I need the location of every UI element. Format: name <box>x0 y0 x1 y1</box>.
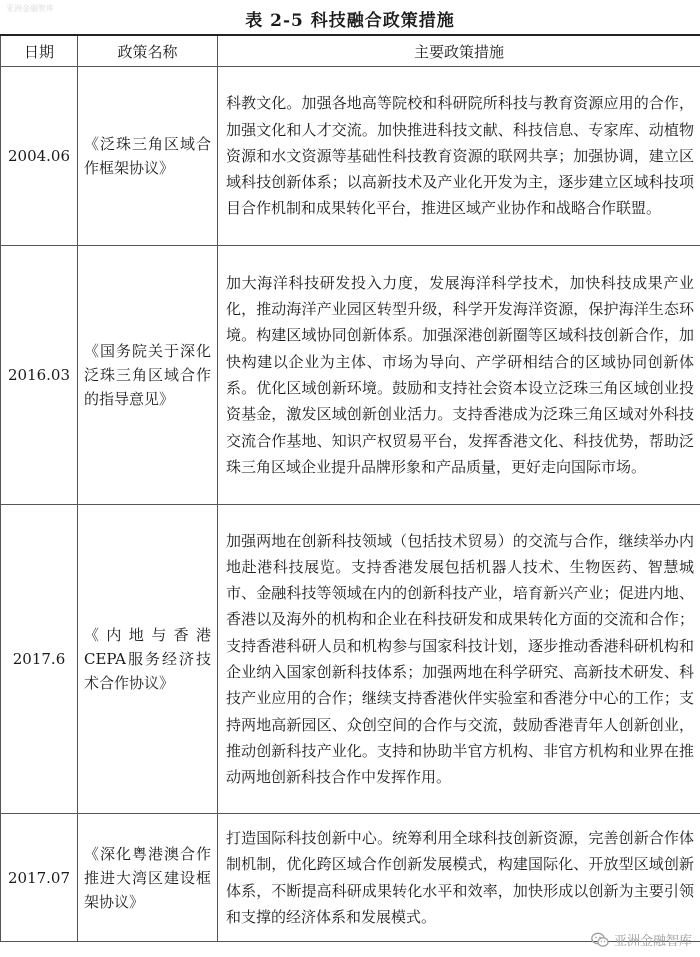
table-row <box>1 67 700 246</box>
row-date: 2017.07 <box>1 814 78 942</box>
row-policy-name: 《内地与香港CEPA服务经济技术合作协议》 <box>78 505 218 814</box>
row-measures: 加大海洋科技研发投入力度，发展海洋科学技术，加快科技成果产业化，推动海洋产业园区转型升级，科学开发海洋资源，保护海洋生态环境。构建区域协同创新体系。加强深港创新圈等区域科技创新合作，加快构建以企业为主体、市场为导向、产学研相结合的区域协同创新体系。优化区域创新环境。鼓励和支持社会资本设立泛珠三角区域创业投资基金，激发区域创新创业活力。支持香港成为泛珠三角区域对外科技交流合作基地、知识产权贸易平台，发挥香港文化、科技优势，帮助泛珠三角区域企业提升品牌形象和产品质量，更好走向国际市场。 <box>218 246 700 505</box>
watermark-text: 亚洲金融智库 <box>613 933 692 948</box>
table-title: 表 2-5 科技融合政策措施 <box>245 11 455 31</box>
header-row <box>1 35 700 67</box>
table-row <box>1 814 700 942</box>
policy-table <box>0 34 700 942</box>
header-date: 日期 <box>1 35 78 67</box>
top-watermark: 亚洲金融智库 <box>6 4 54 13</box>
row-date: 2004.06 <box>1 67 78 246</box>
table-row <box>1 246 700 505</box>
header-measures: 主要政策措施 <box>218 35 700 67</box>
row-policy-name: 《泛珠三角区域合作框架协议》 <box>78 67 218 246</box>
wechat-icon <box>591 932 609 948</box>
row-measures: 科教文化。加强各地高等院校和科研院所科技与教育资源应用的合作，加强文化和人才交流。加快推进科技文献、科技信息、专家库、动植物资源和水文资源等基础性科技教育资源的联网共享；加强协调，建立区域科技创新体系；以高新技术及产业化开发为主，逐步建立区域科技项目合作机制和成果转化平台，推进区域产业协作和战略合作联盟。 <box>218 67 700 246</box>
row-policy-name: 《深化粤港澳合作 推进大湾区建设框架协议》 <box>78 814 218 942</box>
watermark <box>591 930 692 949</box>
table-row <box>1 505 700 814</box>
row-measures: 打造国际科技创新中心。统筹利用全球科技创新资源，完善创新合作体制机制，优化跨区域合作创新发展模式，构建国际化、开放型区域创新体系，不断提高科研成果转化水平和效率，加快形成以创新为主要引领和支撑的经济体系和发展模式。 <box>218 814 700 942</box>
row-policy-name: 《国务院关于深化泛珠三角区域合作的指导意见》 <box>78 246 218 505</box>
row-measures: 加强两地在创新科技领域（包括技术贸易）的交流与合作，继续举办内地赴港科技展览。支持香港发展包括机器人技术、生物医药、智慧城市、金融科技等领域在内的创新科技产业，培育新兴产业；促进内地、香港以及海外的机构和企业在科技研发和成果转化方面的交流和合作；支持香港科研人员和机构参与国家科技计划，逐步推动香港科研机构和企业纳入国家创新科技体系；加强两地在科学研究、高新技术研发、科技产业应用的合作；继续支持香港伙伴实验室和香港分中心的工作；支持两地高新园区、众创空间的合作与交流，鼓励香港青年人创新创业，推动创新科技产业化。支持和协助半官方机构、非官方机构和业界在推动两地创新科技合作中发挥作用。 <box>218 505 700 814</box>
row-date: 2016.03 <box>1 246 78 505</box>
row-date: 2017.6 <box>1 505 78 814</box>
header-policy-name: 政策名称 <box>78 35 218 67</box>
